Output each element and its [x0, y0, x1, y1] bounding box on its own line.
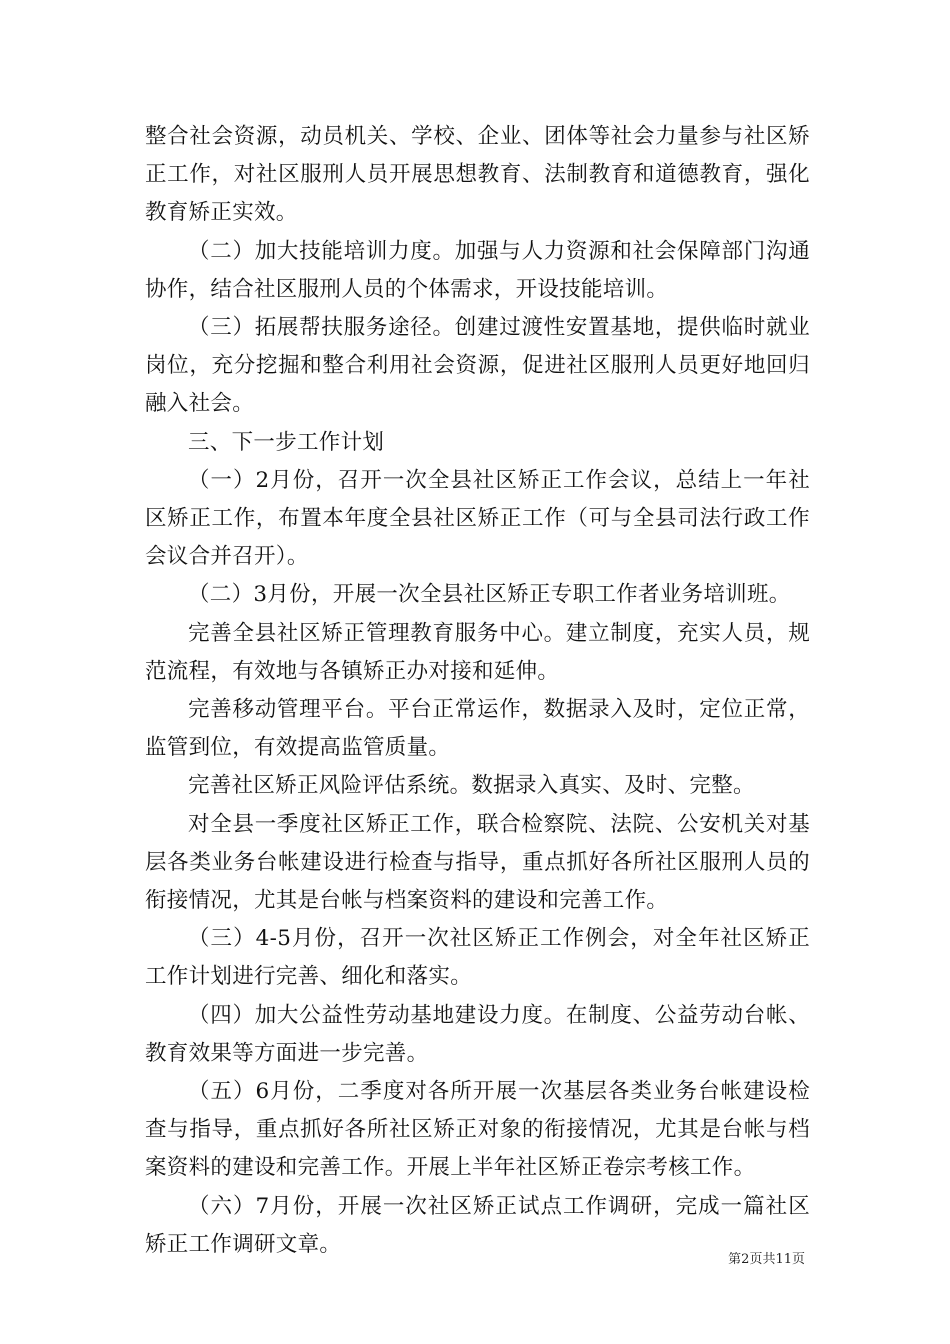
section-heading-next-plan: 三、下一步工作计划	[188, 429, 385, 455]
paragraph-q1-inspection: 对全县一季度社区矫正工作，联合检察院、法院、公安机关对基层各类业务台帐建设进行检查与指导，重点抓好各所社区服刑人员的衔接情况，尤其是台帐与档案资料的建设和完善工作。	[145, 811, 810, 914]
paragraph-july: （六）7月份，开展一次社区矫正试点工作调研，完成一篇社区矫正工作调研文章。	[145, 1193, 810, 1257]
document-body	[145, 118, 810, 1264]
paragraph-mobile-platform: 完善移动管理平台。平台正常运作，数据录入及时，定位正常，监管到位，有效提高监管质量。	[145, 697, 810, 761]
paragraph-june: （五）6月份，二季度对各所开展一次基层各类业务台帐建设检查与指导，重点抓好各所社区矫正对象的衔接情况，尤其是台帐与档案资料的建设和完善工作。开展上半年社区矫正卷宗考核工作。	[145, 1079, 810, 1181]
paragraph-public-labor: （四）加大公益性劳动基地建设力度。在制度、公益劳动台帐、教育效果等方面进一步完善。	[145, 1002, 810, 1066]
page-number-footer: 第2页共11页	[728, 1252, 805, 1267]
paragraph-service-center: 完善全县社区矫正管理教育服务中心。建立制度，充实人员，规范流程，有效地与各镇矫正办对接和延伸。	[145, 620, 810, 684]
paragraph-risk-assessment: 完善社区矫正风险评估系统。数据录入真实、及时、完整。	[188, 773, 755, 799]
paragraph-february: （一）2月份，召开一次全县社区矫正工作会议，总结上一年社区矫正工作，布置本年度全县社区矫正工作（可与全县司法行政工作会议合并召开）。	[145, 467, 810, 570]
paragraph-april-may: （三）4-5月份，召开一次社区矫正工作例会，对全年社区矫正工作计划进行完善、细化和落实。	[145, 926, 810, 990]
paragraph-march: （二）3月份，开展一次全县社区矫正专职工作者业务培训班。	[188, 582, 791, 608]
paragraph-skill-training: （二）加大技能培训力度。加强与人力资源和社会保障部门沟通协作，结合社区服刑人员的个体需求，开设技能培训。	[145, 238, 810, 302]
paragraph-support-services: （三）拓展帮扶服务途径。创建过渡性安置基地，提供临时就业岗位，充分挖掘和整合利用社会资源，促进社区服刑人员更好地回归融入社会。	[145, 315, 810, 417]
paragraph-continuation: 整合社会资源，动员机关、学校、企业、团体等社会力量参与社区矫正工作，对社区服刑人员开展思想教育、法制教育和道德教育，强化教育矫正实效。	[145, 124, 810, 226]
